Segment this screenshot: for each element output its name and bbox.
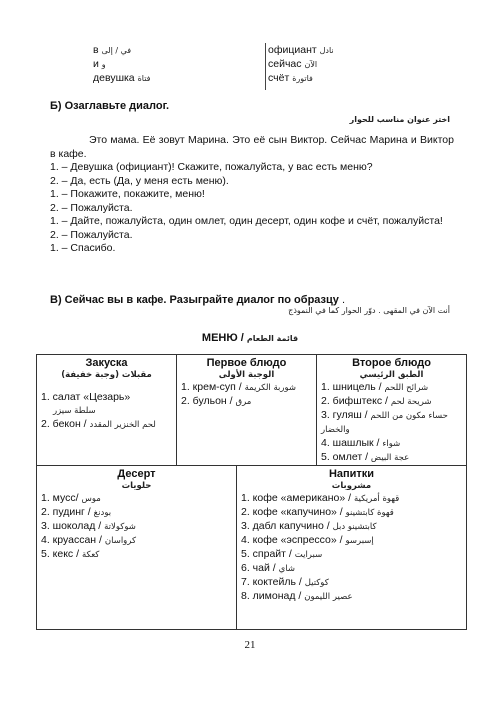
section-v-arabic-instruction: أنت الآن في المقهى . دوّر الحوار كما في النموذج — [288, 306, 450, 315]
menu-category-zakuska: Закуска مقبلات (وجبة خفيفة) — [61, 357, 152, 380]
menu-category-first: Первое блюдо الوجبة الأولى — [206, 357, 287, 380]
menu-category-drinks: Напитки مشروبات — [328, 468, 375, 491]
menu-item: 8. лимонад / عصير الليمون — [241, 590, 353, 602]
menu-category-dessert: Десерт حلويات — [117, 468, 156, 491]
page-number: 21 — [244, 639, 256, 651]
menu-title: МЕНЮ / قائمة الطعام — [201, 332, 299, 344]
menu-cell-second — [317, 355, 467, 466]
dialog-line: 1. – Девушка (официант)! Скажите, пожалуйста, у вас есть меню? — [50, 161, 373, 173]
menu-item: 6. чай / شاي — [241, 562, 295, 574]
dialog-line: 2. – Пожалуйста. — [50, 228, 133, 241]
menu-item: 2. бифштекс / شريحة لحم — [321, 395, 432, 407]
menu-item: 5. спрайт / سبرايت — [241, 548, 323, 560]
menu-item: 1. шницель / شرائح اللحم — [321, 381, 429, 393]
vocabulary-block — [93, 43, 423, 90]
menu-cell-drinks — [237, 466, 467, 630]
section-v-title: В) Сейчас вы в кафе. Разыграйте диалог по образцу . — [50, 294, 346, 306]
menu-cell-zakuska — [37, 355, 177, 466]
menu-item: 4. кофе «эспрессо» / إسبرسو — [241, 534, 374, 546]
vocab-row: девушка فتاة — [93, 72, 151, 84]
menu-cell-dessert — [37, 466, 237, 630]
vocab-row: счёт فاتورة — [268, 72, 313, 84]
menu-item: 1. кофе «американо» / قهوة أمريكية — [241, 492, 400, 504]
menu-category-second: Второе блюдо الطبق الرئيسي — [352, 357, 431, 380]
vocab-row: и و — [93, 58, 106, 70]
menu-item: 3. шоколад / شوكولاتة — [41, 520, 136, 532]
dialog-intro: Это мама. Её зовут Марина. Это её сын Виктор. Сейчас Марина и Виктор в кафе. — [50, 134, 454, 160]
dialog-line: 1. – Дайте, пожалуйста, один омлет, один десерт, один кофе и счёт, пожалуйста! — [50, 215, 443, 227]
menu-item: 1. мусс/ موس — [41, 492, 101, 504]
dialog-line: 1. – Спасибо. — [50, 242, 116, 254]
section-b-title: Б) Озаглавьте диалог. — [50, 100, 170, 112]
menu-table — [36, 354, 467, 630]
menu-item-arabic: سلطة سيزر — [53, 406, 96, 416]
dialog-line: 2. – Пожалуйста. — [50, 201, 133, 214]
section-b-arabic-instruction: اختر عنوان مناسب للحوار — [349, 115, 450, 124]
menu-item: 7. коктейль / كوكتيل — [241, 576, 329, 588]
dialog-line: 2. – Да, есть (Да, у меня есть меню). — [50, 174, 229, 187]
menu-cell-first — [177, 355, 317, 466]
menu-item: 2. бульон / مرق — [181, 395, 252, 407]
menu-item: 3. гуляш / حساء مكون من اللحم والخضار — [321, 409, 448, 435]
menu-item: 3. дабл капучино / كابتشينو دبل — [241, 520, 377, 532]
vocab-row: в في / إلى — [93, 44, 132, 56]
vocab-row: сейчас الآن — [268, 58, 318, 70]
menu-item: 1. крем-суп / شوربة الكريمة — [181, 381, 297, 393]
dialog-text — [50, 134, 454, 256]
dialog-line: 1. – Покажите, покажите, меню! — [50, 188, 205, 200]
menu-item: 5. омлет / عجة البيض — [321, 451, 410, 463]
menu-item: 5. кекс / كعكة — [41, 548, 100, 560]
menu-item: 4. круассан / كرواسان — [41, 534, 137, 546]
vocab-row: официант نادل — [268, 44, 334, 56]
menu-item: 2. пудинг / بودنغ — [41, 506, 112, 518]
menu-item: 1. салат «Цезарь» — [41, 391, 131, 403]
menu-item: 4. шашлык / شواء — [321, 437, 401, 449]
vocab-divider — [265, 43, 266, 90]
vocab-column-left — [93, 43, 258, 90]
vocab-column-right — [268, 43, 433, 85]
menu-item: 2. бекон / لحم الخنزير المقدد — [41, 418, 156, 430]
menu-item: 2. кофе «капучино» / قهوة كابتشينو — [241, 506, 394, 518]
